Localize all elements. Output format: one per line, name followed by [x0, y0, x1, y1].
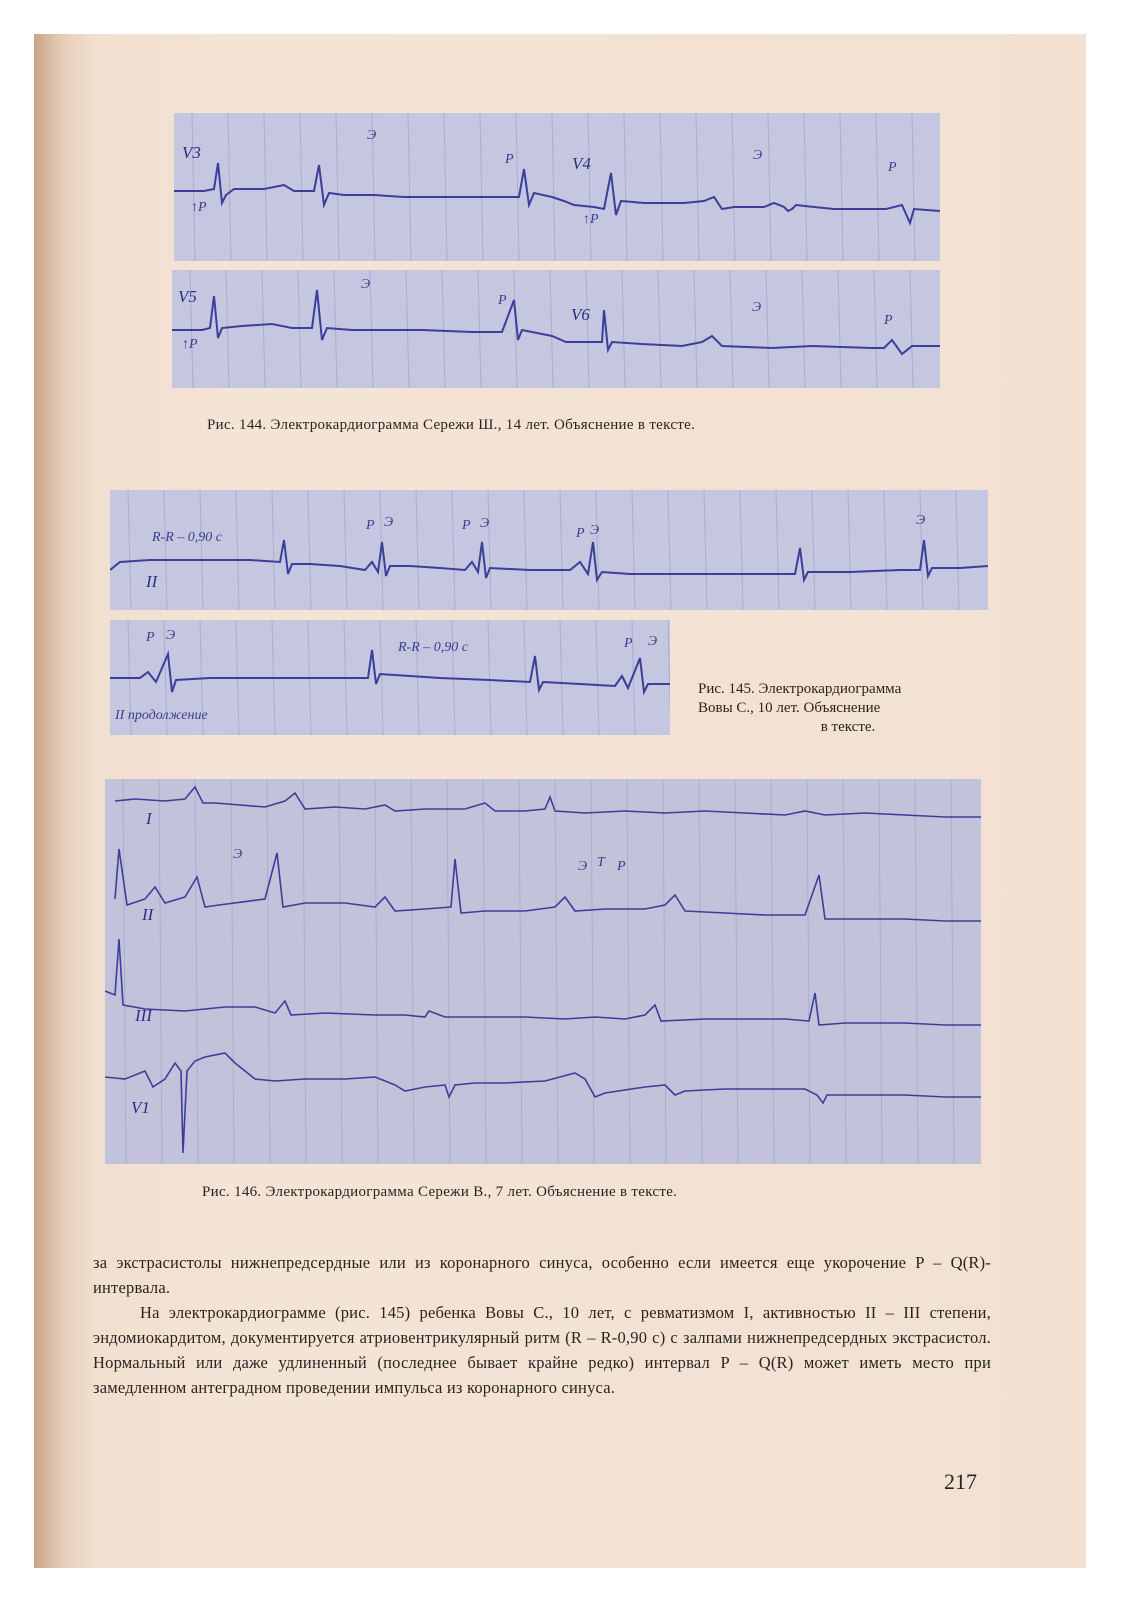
- annotation-e: Э: [590, 523, 600, 538]
- figure-146-caption: Рис. 146. Электрокардиограмма Сережи В., 7 лет. Объяснение в тексте.: [202, 1184, 678, 1200]
- rr-interval-label: R-R – 0,90 с: [398, 640, 468, 655]
- grid-line: [516, 113, 519, 261]
- grid-line: [262, 270, 265, 388]
- lead-label-v6: V6: [571, 305, 590, 324]
- grid-line: [766, 270, 769, 388]
- grid-line: [447, 779, 450, 1164]
- grid-line: [550, 270, 553, 388]
- grid-line: [663, 779, 666, 1164]
- annotation-e: Э: [916, 513, 926, 528]
- grid-line: [344, 490, 347, 610]
- grid-line: [483, 779, 486, 1164]
- annotation-p-arrow: ↑P: [583, 212, 599, 227]
- grid-line: [300, 113, 303, 261]
- grid-line: [624, 113, 627, 261]
- grid-line: [123, 779, 126, 1164]
- grid-line: [732, 113, 735, 261]
- annotation-e: Э: [166, 628, 176, 643]
- annotation-e: Э: [578, 859, 588, 874]
- lead-label-v4: V4: [572, 154, 591, 173]
- grid-line: [519, 779, 522, 1164]
- figure-144-caption: Рис. 144. Электрокардиограмма Сережи Ш., 14 лет. Объяснение в тексте.: [207, 417, 696, 433]
- grid-line: [303, 779, 306, 1164]
- grid-line: [588, 113, 591, 261]
- annotation-e: Э: [384, 515, 394, 530]
- grid-line: [874, 270, 877, 388]
- annotation-p: P: [505, 152, 514, 167]
- grid-line: [480, 113, 483, 261]
- ecg-trace-v5-v6: [172, 270, 940, 388]
- grid-line: [488, 490, 491, 610]
- grid-line: [884, 490, 887, 610]
- grid-line: [411, 779, 414, 1164]
- grid-line: [226, 270, 229, 388]
- grid-line: [730, 270, 733, 388]
- ecg-strip-lead-ii: [110, 490, 988, 610]
- grid-line: [951, 779, 954, 1164]
- grid-line: [591, 779, 594, 1164]
- annotation-p: P: [146, 630, 155, 645]
- annotation-e: Э: [753, 148, 763, 163]
- grid-line: [478, 270, 481, 388]
- grid-line: [586, 270, 589, 388]
- grid-line: [696, 113, 699, 261]
- grid-line: [694, 270, 697, 388]
- grid-line: [910, 270, 913, 388]
- grid-line: [524, 620, 527, 735]
- grid-line: [524, 490, 527, 610]
- annotation-e: Э: [233, 847, 243, 862]
- grid-line: [231, 779, 234, 1164]
- paragraph-1: за экстрасистолы нижнепредсердные или из коронарного синуса, особенно если имеется еще укорочение P – Q(R)-интервала.: [93, 1253, 991, 1297]
- grid-line: [735, 779, 738, 1164]
- grid-line: [236, 490, 239, 610]
- grid-line: [802, 270, 805, 388]
- grid-line: [336, 113, 339, 261]
- annotation-e: Э: [480, 516, 490, 531]
- grid-line: [840, 113, 843, 261]
- grid-line: [375, 779, 378, 1164]
- grid-line: [164, 490, 167, 610]
- figure-145-caption-line2: Вовы С., 10 лет. Объяснение: [698, 700, 881, 716]
- grid-line: [668, 490, 671, 610]
- annotation-e: Э: [367, 128, 377, 143]
- grid-line: [812, 490, 815, 610]
- body-text: [93, 1250, 991, 1400]
- grid-line: [627, 779, 630, 1164]
- grid-line: [658, 270, 661, 388]
- annotation-e: Э: [361, 277, 371, 292]
- annotation-p: P: [366, 518, 375, 533]
- lead-label-ii: II: [146, 572, 158, 591]
- grid-line: [699, 779, 702, 1164]
- grid-line: [488, 620, 491, 735]
- grid-line: [267, 779, 270, 1164]
- grid-line: [272, 490, 275, 610]
- lead-label-v3: V3: [182, 143, 201, 162]
- annotation-p: P: [498, 293, 507, 308]
- annotation-p: P: [888, 160, 897, 175]
- grid-line: [308, 490, 311, 610]
- continuation-label: II продолжение: [115, 708, 208, 723]
- grid-line: [668, 620, 670, 735]
- grid-line: [228, 113, 231, 261]
- grid-line: [339, 779, 342, 1164]
- grid-line: [552, 113, 555, 261]
- grid-line: [596, 620, 599, 735]
- grid-line: [848, 490, 851, 610]
- paragraph-2: На электрокардиограмме (рис. 145) ребенка Вовы С., 10 лет, с ревматизмом I, активностью II – III степени, эндомиокардитом, документируется атриовентрикулярный ритм (R – R-0,90 с) с залпами нижнепредсердных экстрасистол. Нормальный или даже удлиненный (последнее бывает крайне редко) интервал P – Q(R) может иметь место при замедленном антеградном проведении импульса из коронарного синуса.: [93, 1303, 991, 1397]
- grid-line: [807, 779, 810, 1164]
- annotation-p: P: [462, 518, 471, 533]
- grid-line: [660, 113, 663, 261]
- grid-line: [622, 270, 625, 388]
- grid-line: [444, 113, 447, 261]
- grid-line: [632, 490, 635, 610]
- figure-145-caption-line1: Рис. 145. Электрокардиограмма: [698, 681, 902, 697]
- lead-label-v1: V1: [131, 1098, 150, 1117]
- grid-line: [195, 779, 198, 1164]
- grid-line: [442, 270, 445, 388]
- grid-line: [264, 113, 267, 261]
- ecg-strip-v5-v6: [172, 270, 940, 388]
- grid-line: [838, 270, 841, 388]
- annotation-p: P: [576, 526, 585, 541]
- ecg-trace-four-leads: [105, 779, 981, 1164]
- grid-line: [596, 490, 599, 610]
- grid-line: [956, 490, 959, 610]
- grid-line: [776, 490, 779, 610]
- grid-line: [560, 490, 563, 610]
- rr-interval-label: R-R – 0,90 с: [152, 530, 222, 545]
- grid-line: [771, 779, 774, 1164]
- ecg-trace-v3-v4: [174, 113, 940, 261]
- grid-line: [159, 779, 162, 1164]
- grid-line: [128, 490, 131, 610]
- grid-line: [915, 779, 918, 1164]
- lead-label-iii: III: [135, 1006, 152, 1025]
- grid-line: [560, 620, 563, 735]
- grid-line: [804, 113, 807, 261]
- grid-line: [876, 113, 879, 261]
- grid-line: [416, 490, 419, 610]
- grid-line: [912, 113, 915, 261]
- figure-145-caption-line3: в тексте.: [820, 719, 876, 735]
- annotation-t: T: [597, 855, 605, 870]
- grid-line: [192, 113, 195, 261]
- annotation-p-arrow: ↑P: [191, 200, 207, 215]
- lead-label-i: I: [146, 809, 152, 828]
- lead-label-ii: II: [142, 905, 154, 924]
- grid-line: [452, 490, 455, 610]
- grid-line: [843, 779, 846, 1164]
- figure-145-caption: [698, 680, 998, 737]
- annotation-e: Э: [648, 634, 658, 649]
- grid-line: [768, 113, 771, 261]
- grid-line: [408, 113, 411, 261]
- grid-line: [879, 779, 882, 1164]
- grid-line: [704, 490, 707, 610]
- annotation-p-arrow: ↑P: [182, 337, 198, 352]
- grid-line: [740, 490, 743, 610]
- ecg-strip-v3-v4: [174, 113, 940, 261]
- page-number: 217: [944, 1469, 977, 1494]
- ecg-strip-four-leads: [105, 779, 981, 1164]
- annotation-p: P: [617, 859, 626, 874]
- grid-line: [380, 620, 383, 735]
- annotation-p: P: [624, 636, 633, 651]
- grid-line: [555, 779, 558, 1164]
- ecg-trace-lead-ii: [110, 490, 988, 610]
- annotation-p: P: [884, 313, 893, 328]
- grid-line: [200, 490, 203, 610]
- annotation-e: Э: [752, 300, 762, 315]
- lead-label-v5: V5: [178, 287, 197, 306]
